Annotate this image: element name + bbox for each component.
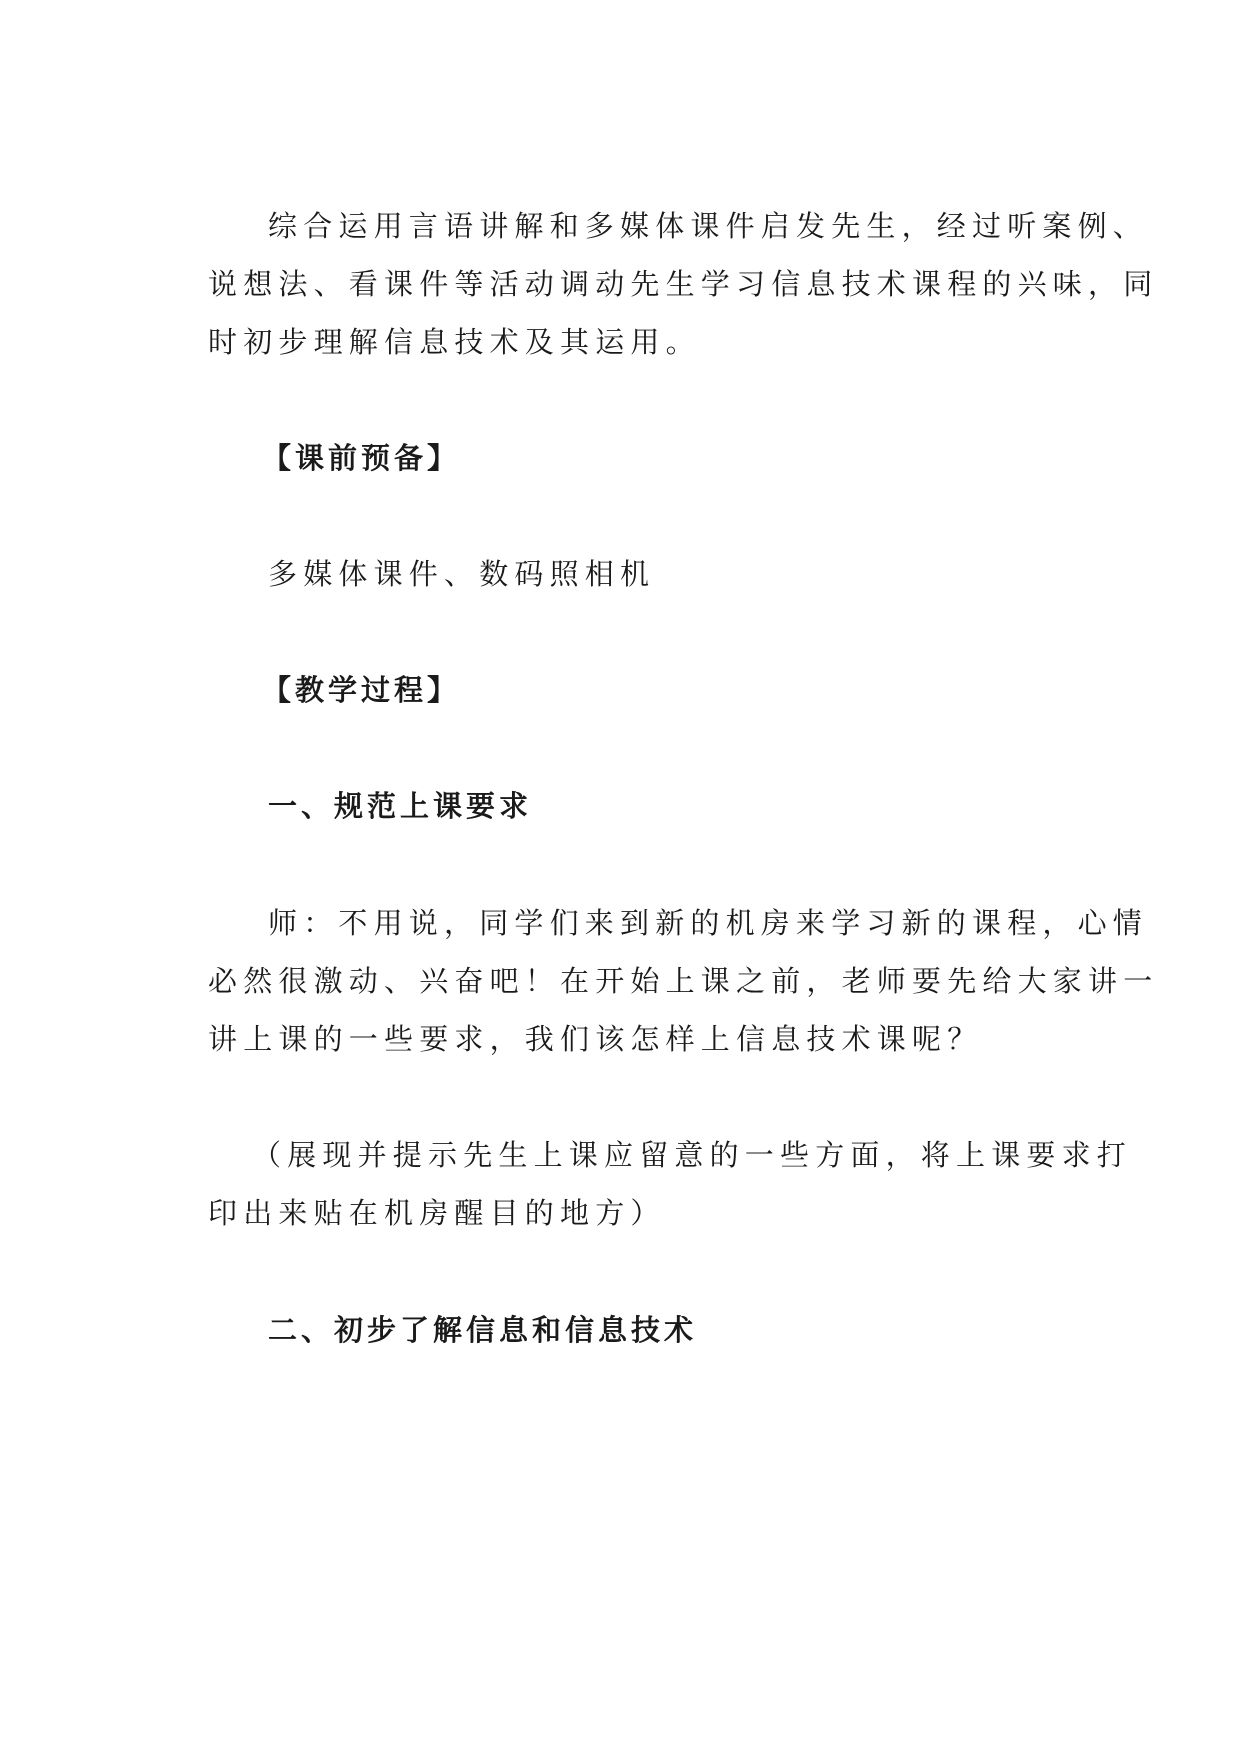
preparation-content: 多媒体课件、数码照相机 xyxy=(268,557,656,591)
preparation-heading: 【课前预备】 xyxy=(262,441,461,475)
process-heading: 【教学过程】 xyxy=(262,673,461,707)
note-paragraph-line-1: （展现并提示先生上课应留意的一些方面，将上课要求打 xyxy=(252,1138,1133,1172)
teacher-paragraph-line-2: 必然很激动、兴奋吧！在开始上课之前，老师要先给大家讲一 xyxy=(208,964,1159,998)
intro-paragraph-line-2: 说想法、看课件等活动调动先生学习信息技术课程的兴味，同 xyxy=(208,267,1159,301)
intro-paragraph-line-1: 综合运用言语讲解和多媒体课件启发先生，经过听案例、 xyxy=(268,209,1149,243)
part-one-heading: 一、规范上课要求 xyxy=(268,789,533,823)
teacher-paragraph-line-1: 师：不用说，同学们来到新的机房来学习新的课程，心情 xyxy=(268,906,1149,940)
part-two-heading: 二、初步了解信息和信息技术 xyxy=(268,1313,698,1347)
teacher-paragraph-line-3: 讲上课的一些要求，我们该怎样上信息技术课呢？ xyxy=(208,1022,983,1056)
intro-paragraph-line-3: 时初步理解信息技术及其运用。 xyxy=(208,325,701,359)
note-paragraph-line-2: 印出来贴在机房醒目的地方） xyxy=(208,1196,666,1230)
